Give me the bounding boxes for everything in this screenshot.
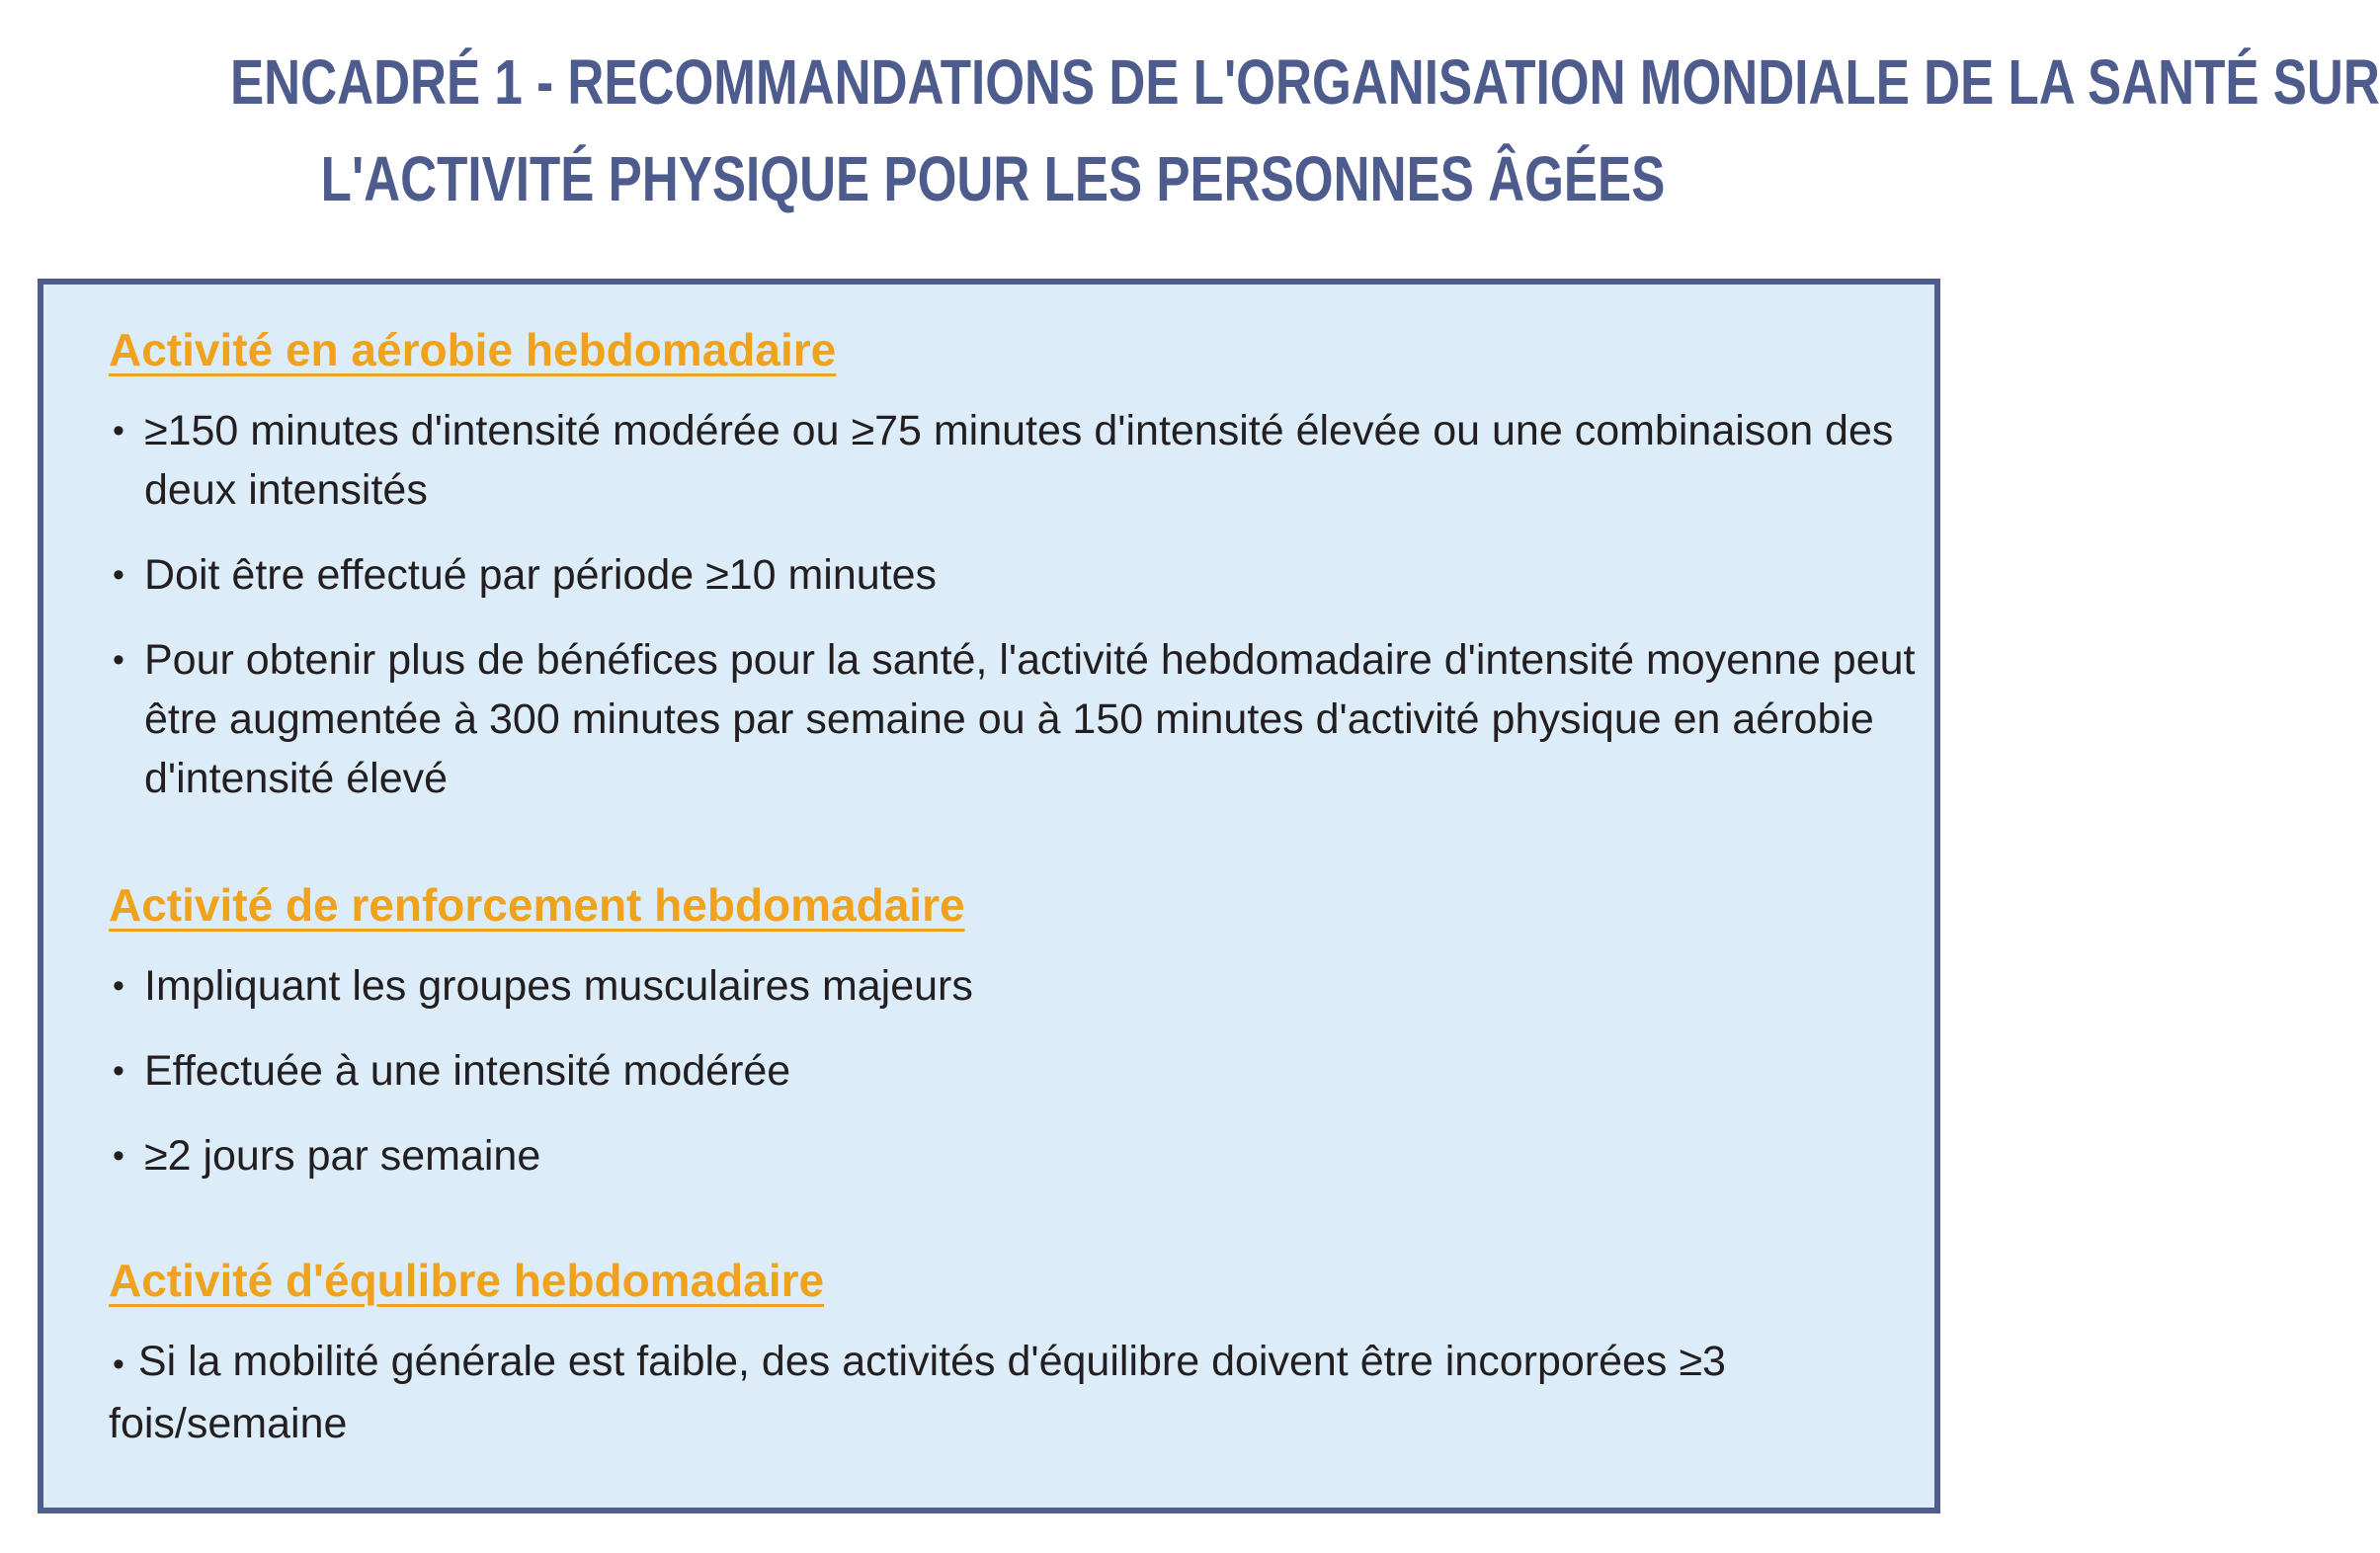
- bullet-icon: •: [113, 1052, 124, 1090]
- page-title: [230, 34, 2380, 227]
- bullet-icon: •: [113, 412, 124, 450]
- list-item: [109, 1041, 1927, 1101]
- list-item-text: Doit être effectué par période ≥10 minutes: [144, 551, 938, 599]
- list-item-text: ≥150 minutes d'intensité modérée ou ≥75 minutes d'intensité élevée ou une combinaison des deux intensités: [144, 407, 1894, 514]
- list-item-text: Effectuée à une intensité modérée: [144, 1047, 791, 1095]
- bullet-icon: •: [113, 1346, 124, 1383]
- balance-note-text: Si la mobilité générale est faible, des activités d'équilibre doivent être incorporées ≥3 fois/semaine: [109, 1338, 1726, 1447]
- aerobic-list: [109, 401, 1927, 834]
- bullet-icon: •: [113, 967, 124, 1005]
- page-title-line-2: L'ACTIVITÉ PHYSIQUE POUR LES PERSONNES ÂGÉES: [320, 143, 1666, 214]
- bullet-icon: •: [113, 641, 124, 679]
- section-heading-balance: Activité d'équlibre hebdomadaire: [109, 1255, 825, 1306]
- list-item-text: Impliquant les groupes musculaires majeurs: [144, 962, 973, 1010]
- list-item: [109, 956, 1927, 1016]
- list-item: [109, 545, 1927, 605]
- bullet-icon: •: [113, 1137, 124, 1175]
- list-item-text: Pour obtenir plus de bénéfices pour la santé, l'activité hebdomadaire d'intensité moyenne peut être augmentée à 300 minutes par semaine ou à 150 minutes d'activité physique en aérobie d'intensité élevé: [144, 636, 1916, 802]
- list-item-text: ≥2 jours par semaine: [144, 1132, 541, 1180]
- strength-list: [109, 956, 1927, 1211]
- bullet-icon: •: [113, 556, 124, 594]
- page-title-line-1: ENCADRÉ 1 - RECOMMANDATIONS DE L'ORGANISATION MONDIALE DE LA SANTÉ SUR: [230, 46, 2380, 118]
- section-heading-strength: Activité de renforcement hebdomadaire: [109, 879, 965, 931]
- list-item: [109, 630, 1927, 808]
- section-heading-aerobic: Activité en aérobie hebdomadaire: [109, 324, 837, 375]
- balance-note: [109, 1332, 1927, 1453]
- list-item: [109, 401, 1927, 520]
- recommendations-box: [38, 279, 1940, 1513]
- list-item: [109, 1126, 1927, 1185]
